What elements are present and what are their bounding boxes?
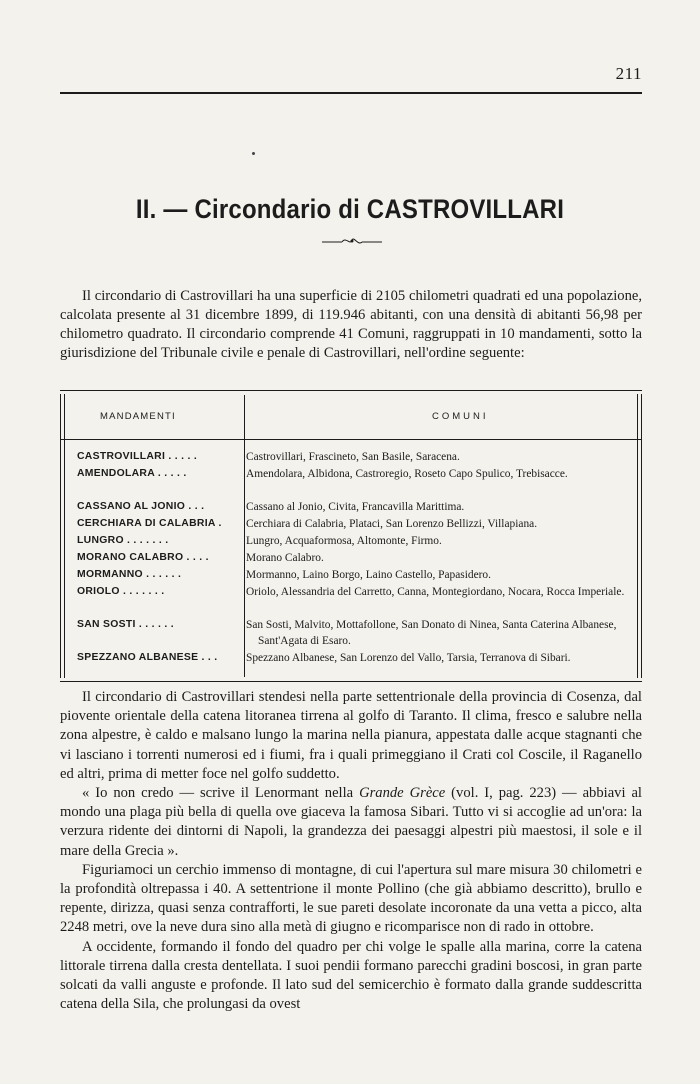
quote-start: « Io non credo — scrive il Lenormant nella [82,785,360,802]
page-number: 211 [615,64,642,83]
comuni-list: Castrovillari, Frascineto, San Basile, Saracena. [246,451,460,463]
header-rule-line [60,439,642,440]
comuni-list: Oriolo, Alessandria del Carretto, Canna, Montegiordano, Nocara, Rocca Imperiale. [246,586,625,598]
mandamento-name: MORMANNO . . . . . . [77,569,182,580]
comuni-list: Amendolara, Albidona, Castroregio, Roseto Capo Spulico, Trebisacce. [246,468,568,480]
mandamento-name: AMENDOLARA . . . . . [77,468,187,479]
comuni-list: San Sosti, Malvito, Mottafollone, San Donato di Ninea, Santa Caterina Albanese, Sant'Agata di Esaro. [246,619,617,647]
body-paragraph-4: A occidente, formando il fondo del quadro per chi volge le spalle alla marina, corre la catena littorale tirrena dalla cresta dentellata. I suoi pendii formano parecchi gradini boscosi, in gran parte solcati da valli anguste e profonde. Il lato sud del semicerchio è formato dalla grande suddescritta catena della Sila, che prolungasi da ovest [60,938,642,1013]
ornament-divider [320,234,384,248]
mandamento-name: CASTROVILLARI . . . . . [77,451,198,462]
mandamento-name: SPEZZANO ALBANESE . . . [77,652,218,663]
mandamento-name: LUNGRO . . . . . . . [77,535,169,546]
mandamento-name: CASSANO AL JONIO . . . [77,501,205,512]
header-rule [60,92,642,94]
mandamento-name: SAN SOSTI . . . . . . [77,619,174,630]
body-paragraph-3: Figuriamoci un cerchio immenso di montagne, di cui l'apertura sul mare misura 30 chilometri e la profondità oltrepassa i 40. A settentrione il monte Pollino (che già abbiamo descritto), brullo e repente, dirizza, quasi senza contrafforti, le sue pareti desolate incoronate da una vetta a picco, alta 2248 metri, ove la neve dura sino alla metà di giugno e ricomparisce non di rado in ottobre. [60,861,642,936]
comuni-list: Mormanno, Laino Borgo, Laino Castello, Papasidero. [246,569,491,581]
body-text [60,688,642,1014]
comuni-list: Cerchiara di Calabria, Plataci, San Lorenzo Bellizzi, Villapiana. [246,518,538,530]
intro-paragraph: Il circondario di Castrovillari ha una superficie di 2105 chilometri quadrati ed una popolazione, calcolata presente al 31 dicembre 1899, di 119.946 abitanti, con una densità di abitanti 56,98 per chilometro quadrato. Il circondario comprende 41 Comuni, raggruppati in 10 mandamenti, sotto la giurisdizione del Tribunale civile e penale di Castrovillari, nell'ordine seguente: [60,288,642,361]
body-paragraph-1: Il circondario di Castrovillari stendesi nella parte settentrionale della provincia di Cosenza, dal piovente orientale della catena litoranea tirrena al golfo di Taranto. Il clima, fresco e salubre nella zona alpestre, è caldo e malsano lungo la marina nella pianura, appestata dalle acque stagnanti che vi lasciano i torrenti numerosi ed i fiumi, fra i quali primeggiano il Crati col Coscile, il Raganello ed altri, prima di metter foce nel golfo suddetto. [60,689,642,782]
comuni-list: Cassano al Jonio, Civita, Francavilla Marittima. [246,501,465,513]
quote-rest: (vol. I, pag. 223) — abbiavi al mondo una plaga più bella di quella ove giaceva la famosa Sibari. Tutto vi si accoglie ad un'ora: la verzura ridente dei dintorni di Napoli, la grandezza dei paesaggi alpestri più maestosi, il sole e il mare della Grecia ». [60,785,642,859]
comuni-list: Lungro, Acquaformosa, Altomonte, Firmo. [246,535,442,547]
book-title: Grande Grèce [359,785,446,802]
mandamento-name: CERCHIARA DI CALABRIA . [77,518,222,529]
comuni-list: Morano Calabro. [246,552,324,564]
mandamento-name: MORANO CALABRO . . . . [77,552,209,563]
chapter-title: II. — Circondario di CASTROVILLARI [135,194,565,225]
comuni-list: Spezzano Albanese, San Lorenzo del Vallo, Tarsia, Terranova di Sibari. [246,652,571,664]
header-mandamenti: MANDAMENTI [100,411,176,422]
mandamenti-table [60,390,642,682]
table-left-border [60,394,65,678]
header-comuni: COMUNI [432,411,489,422]
stray-dot [252,152,255,155]
mandamento-name: ORIOLO . . . . . . . [77,586,165,597]
body-paragraph-2 [60,784,642,861]
